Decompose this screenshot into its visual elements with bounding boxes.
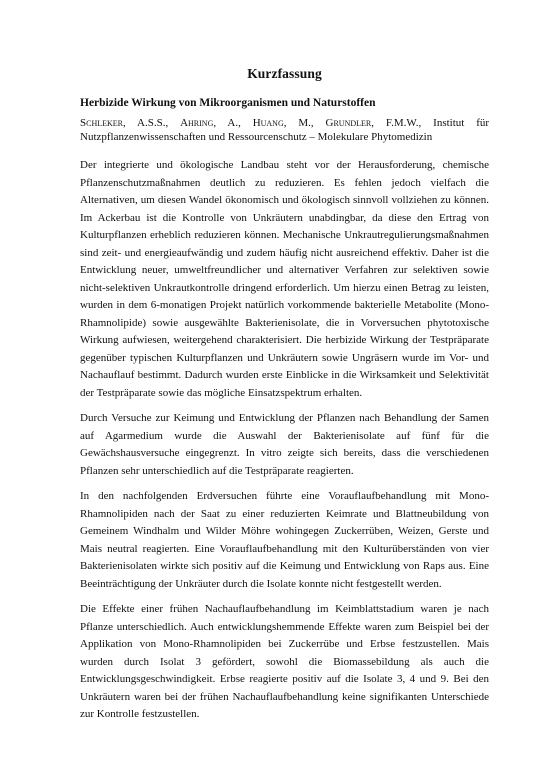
- abstract-body: [80, 157, 489, 724]
- author-lastname: Schleker: [80, 117, 124, 129]
- author-initials: , A.S.S.,: [123, 117, 181, 129]
- author-lastname: Grundler: [325, 117, 372, 129]
- author-lastname: Huang: [252, 117, 284, 129]
- author-lastname: Ahring: [180, 117, 214, 129]
- section-heading: Kurzfassung: [247, 66, 322, 81]
- author-initials: , A.,: [213, 117, 253, 129]
- abstract-paragraph: In den nachfolgenden Erdversuchen führte eine Vorauflaufbehandlung mit Mono-Rhamnolipiden nach der Saat zu einer reduzierten Keimrate und Blattneubildung von Gemeinem Windhalm und Wilder Möhre wohingegen Zuckerrüben, Weizen, Gerste und Mais neutral reagierten. Eine Vorauflaufbehandlung mit den Kulturüberständen von vier Bakterienisolaten wirkte sich positiv auf die Keimung und Entwicklung von Raps aus. Eine Beeinträchtigung der Unkräuter durch die Isolate konnte nicht festgestellt werden.: [80, 490, 489, 590]
- abstract-paragraph: Durch Versuche zur Keimung und Entwicklung der Pflanzen nach Behandlung der Samen auf Agarmedium wurde die Auswahl der Bakterienisolate auf fünf für die Gewächshausversuche eingegrenzt. In vitro zeigte sich bereits, dass die verschiedenen Pflanzen sehr unterschiedlich auf die Testpräparate reagierten.: [80, 412, 489, 477]
- abstract-paragraph: Die Effekte einer frühen Nachauflaufbehandlung im Keimblattstadium waren je nach Pflanze unterschiedlich. Auch entwicklungshemmende Effekte waren zum Beispiel bei der Applikation von Mono-Rhamnolipiden bei Zuckerrübe und Erbse festzustellen. Mais wurden durch Isolat 3 gefördert, sowohl die Biomassebildung als auch die Entwicklungsgeschwindigkeit. Erbse reagierte positiv auf die Isolate 3, 4 und 9. Bei den Unkräutern waren bei der frühen Nachauflaufbehandlung keine signifikanten Unterschiede zur Kontrolle festzustellen.: [80, 603, 489, 720]
- author-line: [80, 116, 489, 144]
- affiliation: Institut für Nutzpflanzenwissenschaften und Ressourcenschutz – Molekulare Phytomedizin: [80, 117, 490, 143]
- author-initials: , F.M.W.,: [371, 117, 434, 129]
- paper-title: Herbizide Wirkung von Mikroorganismen und Naturstoffen: [80, 97, 376, 109]
- abstract-paragraph: Der integrierte und ökologische Landbau steht vor der Herausforderung, chemische Pflanzenschutzmaßnahmen deutlich zu reduzieren. Es fehlen jedoch vielfach die Alternativen, um diesen Wandel ökonomisch und ökologisch sinnvoll vollziehen zu können. Im Ackerbau ist die Kontrolle von Unkräutern unabdingbar, da diese den Ertrag von Kulturpflanzen erheblich reduzieren können. Mechanische Unkrautregulierungsmaßnahmen sind zeit- und energieaufwändig und zudem häufig nicht ausreichend effektiv. Daher ist die Entwicklung neuer, umweltfreundlicher und alternativer Verfahren zur selektiven sowie nicht-selektiven Unkrautkontrolle dringend erforderlich. Um hierzu einen Betrag zu leisten, wurden in dem 6-monatigen Projekt natürlich vorkommende bakterielle Metabolite (Mono-Rhamnolipide) sowie ausgewählte Bakterienisolate, die in Vorversuchen phytotoxische Wirkung aufwiesen, weitergehend charakterisiert. Die herbizide Wirkung der Testpräparate gegenüber typischen Kulturpflanzen und Unkräutern sowie Ungräsern wurde im Vor- und Nachauflauf bestimmt. Dadurch wurden erste Einblicke in die Wirksamkeit und Selektivität der Testpräparate sowie das mögliche Einsatzspektrum erhalten.: [80, 159, 489, 399]
- author-initials: , M.,: [283, 117, 326, 129]
